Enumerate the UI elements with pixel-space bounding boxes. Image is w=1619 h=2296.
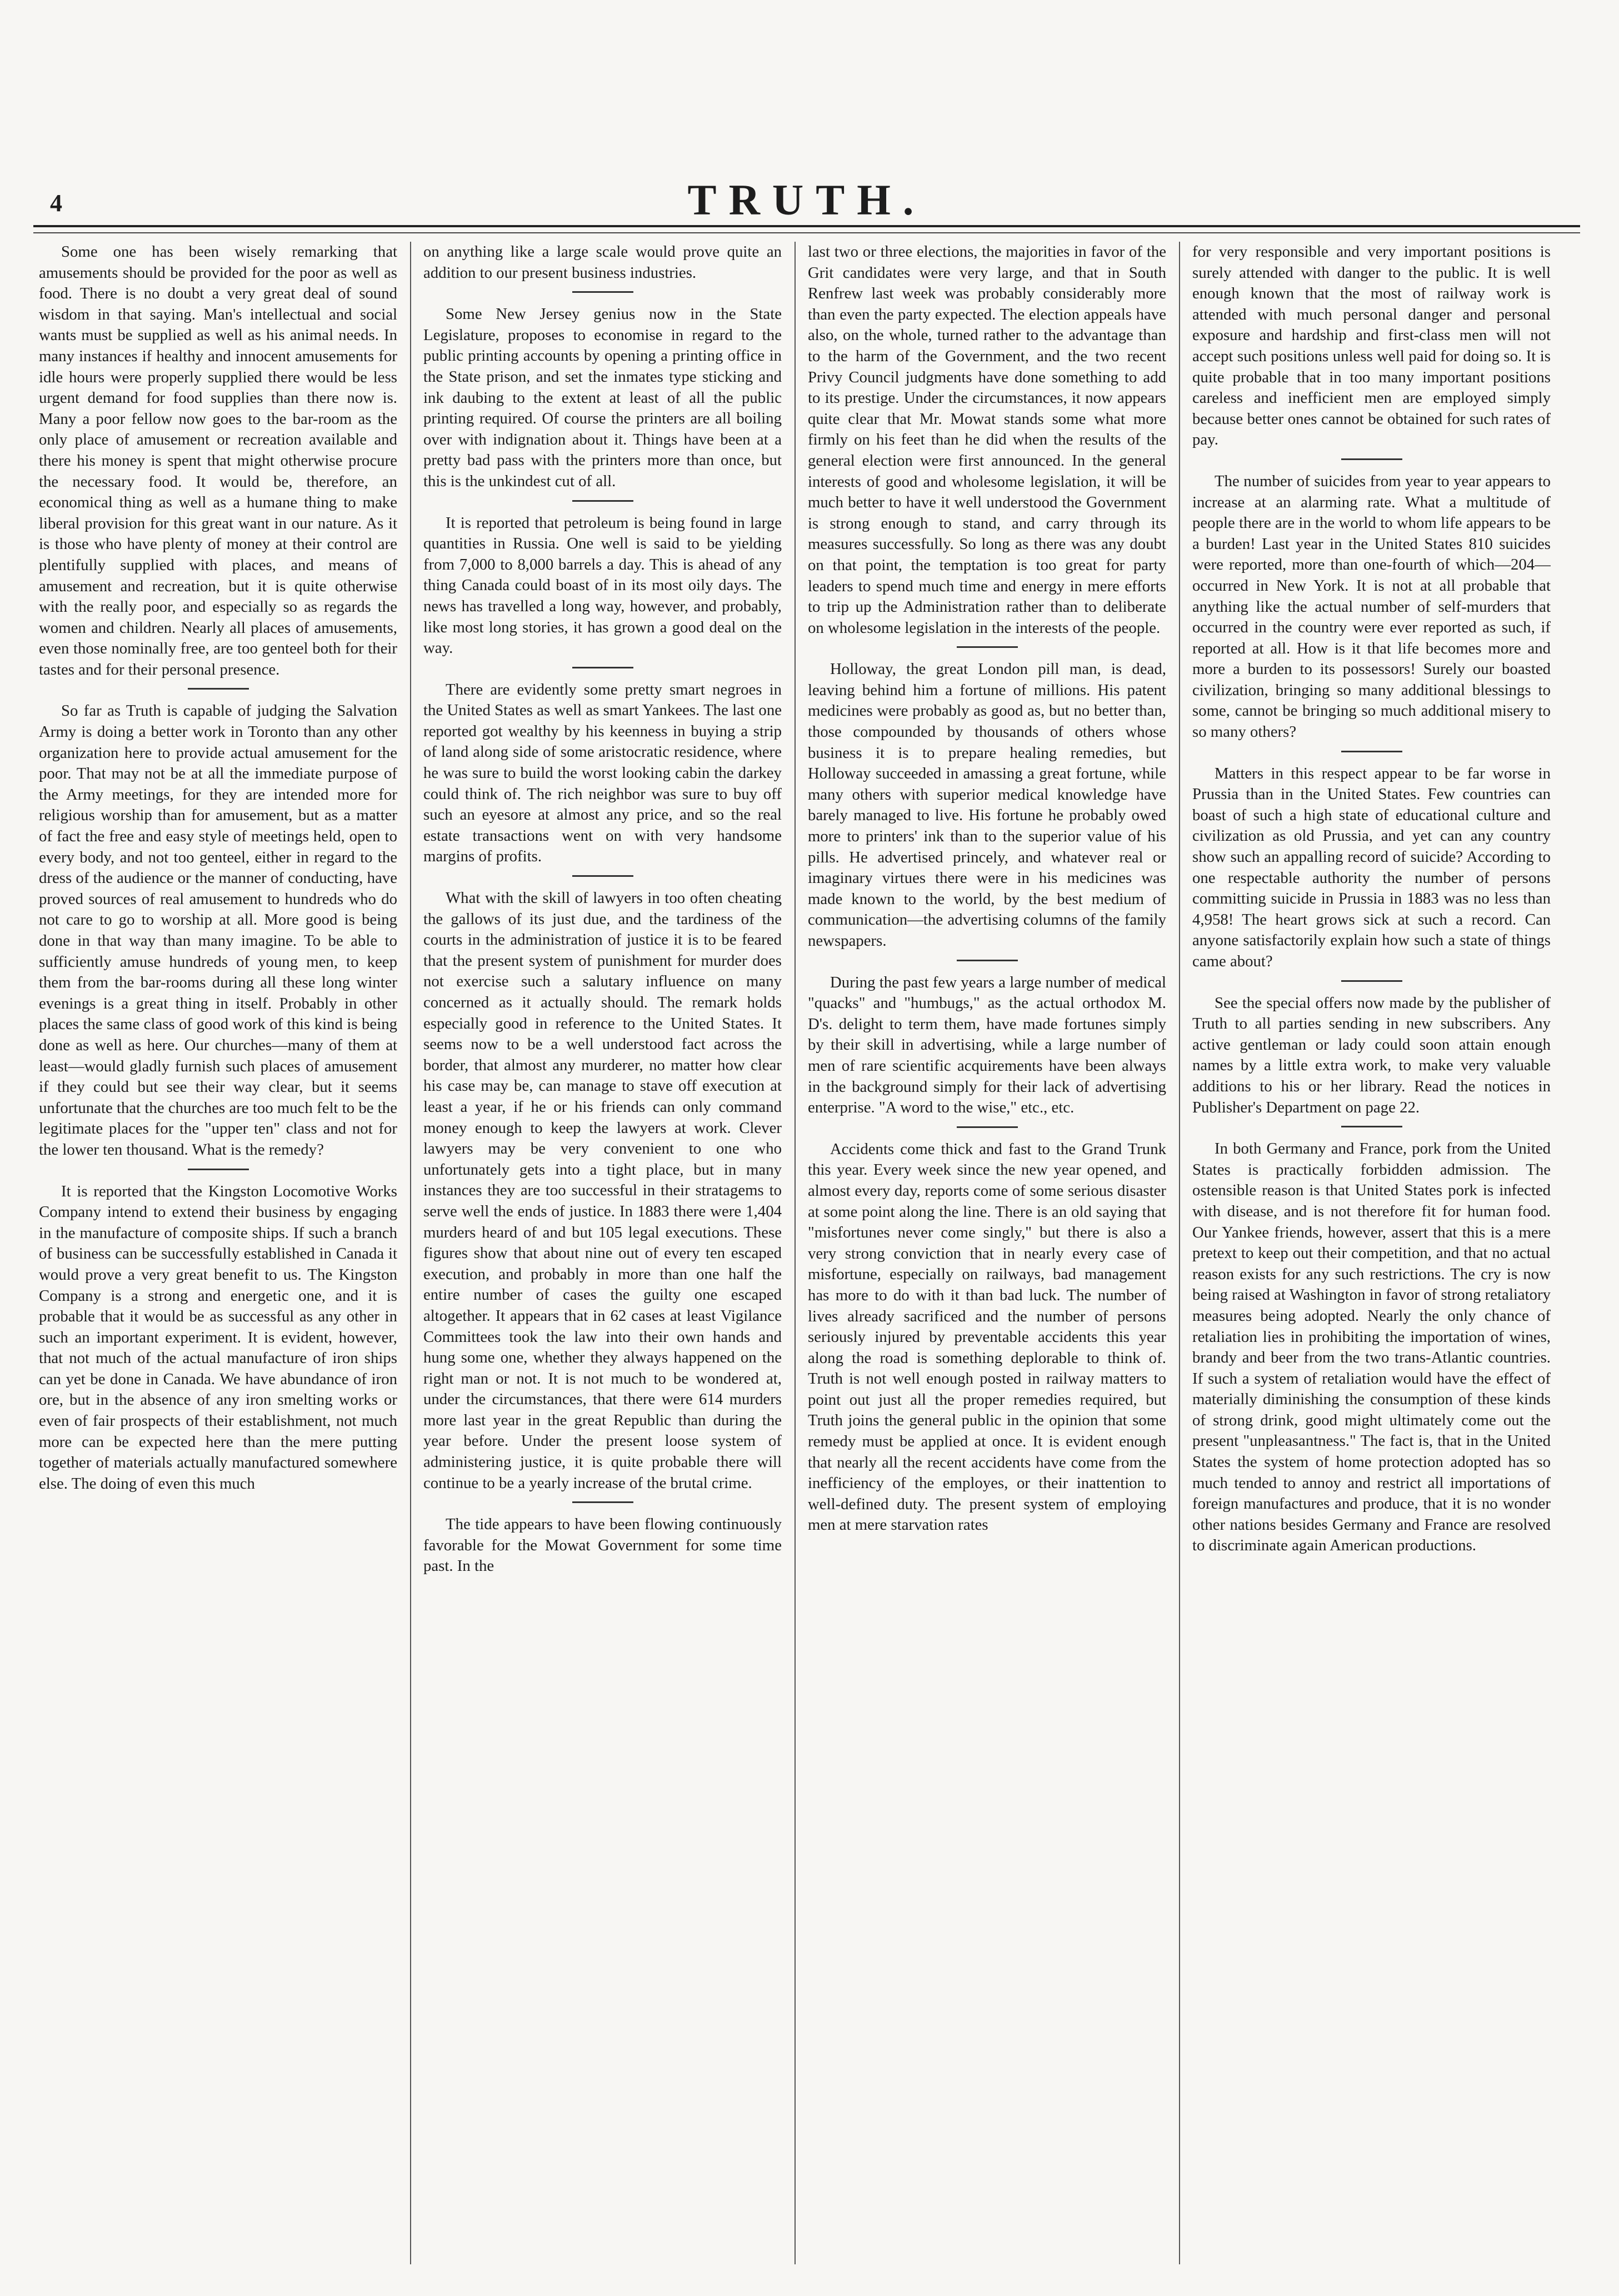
column-4 xyxy=(1192,242,1551,2264)
article-separator xyxy=(572,1501,633,1503)
header-rule xyxy=(33,225,1580,227)
column-3 xyxy=(808,242,1166,2264)
article-separator xyxy=(1341,980,1402,982)
article-separator xyxy=(188,1169,249,1170)
masthead-title: TRUTH. xyxy=(687,176,926,224)
article-separator xyxy=(1341,458,1402,460)
article-separator xyxy=(188,688,249,690)
article-paragraph: During the past few years a large number of medical "quacks" and "humbugs," as the actual orthodox M. D's. delight to term them, have made fortunes simply by their skill in advertising, while a large number of men of rare scientific acquirements have been always in the background simply for their lack of advertising enterprise. "A word to the wise," etc., etc. xyxy=(808,973,1166,1117)
header-rule-thin xyxy=(33,232,1580,233)
article-paragraph: Some one has been wisely remarking that amusements should be provided for the poor as well as food. There is no doubt a very great deal of sound wisdom in that saying. Man's intellectual and social wants must be supplied as well as his animal needs. In many instances if healthy and innocent amusements for idle hours were properly supplied there would be less urgent demand for food supplies than there now is. Many a poor fellow now goes to the bar-room as the only place of amusement or recreation available and there his money is spent that might otherwise procure the necessary food. It would be, therefore, an economical thing as well as a humane thing to make liberal provision for this great want in our nature. As it is those who have plenty of money at their control are plentifully supplied with places, and means of amusement and recreation, but it is quite otherwise with the really poor, and especially so as regards the women and children. Nearly all places of amusements, even those nominally free, are too genteel both for their tastes and for their personal presence. xyxy=(39,243,397,678)
page-number: 4 xyxy=(50,189,62,217)
article-separator xyxy=(572,667,633,668)
article-paragraph: Accidents come thick and fast to the Grand Trunk this year. Every week since the new year opened, and almost every day, reports come of some serious disaster at some point along the line. There is an old saying that "misfortunes never come singly," but there is also a very strong conviction that in nearly every case of misfortune, especially on railways, bad management has more to do with it than bad luck. The number of lives already sacrificed and the number of persons seriously injured by preventable accidents this year along the road is something deplorable to think of. Truth is not well enough posted in railway matters to point out just all the proper remedies required, but Truth joins the general public in the opinion that some remedy must be applied at once. It is evident enough that nearly all the recent accidents have come from the inefficiency of the employes, or their inattention to well-defined duty. The present system of employing men at mere starvation rates xyxy=(808,1140,1166,1534)
article-paragraph: There are evidently some pretty smart negroes in the United States as well as smart Yankees. The last one reported got wealthy by his keenness in buying a strip of land along side of some aristocratic residence, where he was sure to build the worst looking cabin the darkey could think of. The rich neighbor was sure to buy off such an eyesore at almost any price, and so the real estate transactions went on with very handsome margins of profits. xyxy=(423,680,782,866)
article-paragraph: last two or three elections, the majorities in favor of the Grit candidates were very large, and that in South Renfrew last week was probably considerably more than even the party expected. The election appeals have also, on the whole, turned rather to the advantage than to the harm of the Government, and the two recent Privy Council judgments have done something to add to its prestige. Under the circumstances, it now appears quite clear that Mr. Mowat stands some what more firmly on his feet than he did when the results of the general election were first announced. In the general interests of good and wholesome legislation, it will be much better to have it well understood the Government is strong enough to stand, and carry through its measures successfully. So long as there was any doubt on that point, the temptation is too great for party leaders to spend much time and energy in mere efforts to trip up the Administration rather than to deliberate on wholesome legislation in the interests of the people. xyxy=(808,243,1166,637)
article-paragraph: The tide appears to have been flowing continuously favorable for the Mowat Government for some time past. In the xyxy=(423,1515,782,1575)
article-paragraph: Holloway, the great London pill man, is dead, leaving behind him a fortune of millions. His patent medicines were probably as good as, but no better than, those compounded by thousands of others whose business it is to prepare healing remedies, but Holloway succeeded in amassing a great fortune, while many others with superior medical knowledge have barely managed to live. His fortune he probably owed more to printers' ink than to the superior value of his pills. He advertised princely, and whatever real or imaginary virtues there were in his medicines was made known to the world, by the best medium of communication—the advertising columns of the family newspapers. xyxy=(808,660,1166,950)
article-paragraph: for very responsible and very important positions is surely attended with danger to the public. It is well enough known that the most of railway work is attended with much personal danger and personal exposure and hardship and first-class men will not accept such positions unless well paid for doing so. It is quite probable that in too many important positions careless and inefficient men are employed simply because better ones cannot be obtained for such rates of pay. xyxy=(1192,243,1551,449)
article-paragraph: It is reported that petroleum is being found in large quantities in Russia. One well is said to be yielding from 7,000 to 8,000 barrels a day. This is ahead of any thing Canada could boast of in its most oily days. The news has travelled a long way, however, and probably, like most long stories, it has grown a good deal on the way. xyxy=(423,513,782,657)
column-divider xyxy=(1179,242,1180,2264)
article-separator xyxy=(957,960,1018,961)
article-separator xyxy=(1341,751,1402,752)
article-separator xyxy=(572,875,633,877)
article-paragraph: In both Germany and France, pork from the United States is practically forbidden admission. The ostensible reason is that United States pork is infected with disease, and is not therefore fit for human food. Our Yankee friends, however, assert that this is a mere pretext to keep out their competition, and that no actual reason exists for any such restrictions. The cry is now being raised at Washington in favor of strong retaliatory measures being adopted. Nearly the only chance of retaliation lies in prohibiting the importation of wines, brandy and beer from the two trans-Atlantic countries. If such a system of retaliation would have the effect of materially diminishing the consumption of these kinds of strong drink, good might ultimately come out the present "unpleasantness." The fact is, that in the United States the system of home protection adopted has so much tended to annoy and restrict all importations of foreign manufactures and produce, that it is no wonder other nations besides Germany and France are resolved to discriminate again American productions. xyxy=(1192,1140,1551,1555)
column-1 xyxy=(39,242,397,2264)
article-columns xyxy=(39,242,1583,2264)
page-header xyxy=(33,178,1580,222)
article-separator xyxy=(957,646,1018,648)
article-paragraph: It is reported that the Kingston Locomotive Works Company intend to extend their business by engaging in the manufacture of composite ships. If such a branch of business can be successfully established in Canada it would prove a very great benefit to us. The Kingston Company is a strong and energetic one, and it is probable that it would be as successful as any other in such an important experiment. It is evident, however, that not much of the actual manufacture of iron ships can yet be done in Canada. We have abundance of iron ore, but in the absence of any iron smelting works or even of fair prospects of their establishment, not much more can be expected here than the mere putting together of materials actually manufactured somewhere else. The doing of even this much xyxy=(39,1182,397,1493)
article-separator xyxy=(572,291,633,293)
article-paragraph: See the special offers now made by the publisher of Truth to all parties sending in new subscribers. Any active gentleman or lady could soon attain enough names by a little extra work, to make very valuable additions to his or her library. Read the notices in Publisher's Department on page 22. xyxy=(1192,994,1551,1116)
column-divider xyxy=(410,242,411,2264)
article-separator xyxy=(957,1126,1018,1128)
article-paragraph: The number of suicides from year to year appears to increase at an alarming rate. What a multitude of people there are in the world to whom life appears to be a burden! Last year in the United States 810 suicides were reported, more than one-fourth of which—204—occurred in New York. It is not at all probable that anything like the actual number of self-murders that occurred in the country were ever reported as such, if reported at all. How is it that life becomes more and more a burden to its possessors! Surely our boasted civilization, bringing so many additional blessings to some, cannot be bringing so much additional misery to so many others? xyxy=(1192,472,1551,741)
article-paragraph: What with the skill of lawyers in too often cheating the gallows of its just due, and the tardiness of the courts in the administration of justice it is to be feared that the present system of punishment for murder does not exercise such a salutary influence on many concerned as it actually should. The remark holds especially good in reference to the United States. It seems now to be a well understood fact across the border, that almost any murderer, no matter how clear his case may be, can manage to stave off execution at least a year, if he or his friends can only command money enough to keep the lawyers at work. Clever lawyers may be very convenient to one who unfortunately gets into a tight place, but in many instances they are too successful in their stratagems to serve well the ends of justice. In 1883 there were 1,404 murders heard of and but 105 legal executions. These figures show that about nine out of every ten escaped execution, and probably in more than one half the entire number of cases the guilty one escaped altogether. It appears that in 62 cases at least Vigilance Committees took the law into their own hands and hung some one, whether they always happened on the right man or not. It is not much to be wondered at, under the circumstances, that there were 614 murders more last year in the great Republic than during the year before. Under the present loose system of administering justice, it is quite probable there will continue to be a yearly increase of the brutal crime. xyxy=(423,889,782,1492)
article-paragraph: on anything like a large scale would prove quite an addition to our present business industries. xyxy=(423,243,782,282)
column-divider xyxy=(794,242,796,2264)
article-paragraph: So far as Truth is capable of judging the Salvation Army is doing a better work in Toronto than any other organization here to provide actual amusement for the poor. That may not be at all the immediate purpose of the Army meetings, for they are intended more for religious worship than for amusement, but as a matter of fact the free and easy style of meetings held, open to every body, and not too genteel, either in regard to the dress of the audience or the manner of conducting, have proved sources of real amusement to hundreds who do not care to go to worship at all. More good is being done in that way than many imagine. To be able to sufficiently amuse hundreds of young men, to keep them from the bar-rooms during all these long winter evenings is a great thing in itself. Probably in other places the same class of good work of this kind is being done as well as here. Our churches—many of them at least—would gladly furnish such places of amusement if they could but see their way clear, but it seems unfortunate that the churches are too much felt to be the legitimate places for the "upper ten" class and not for the lower ten thousand. What is the remedy? xyxy=(39,702,397,1159)
article-paragraph: Some New Jersey genius now in the State Legislature, proposes to economise in regard to the public printing accounts by opening a printing office in the State prison, and set the inmates type sticking and ink daubing to the extent at least of all the public printing required. Of course the printers are all boiling over with indignation about it. Things have been at a pretty bad pass with the printers more than once, but this is the unkindest cut of all. xyxy=(423,305,782,490)
article-separator xyxy=(572,500,633,502)
column-2 xyxy=(423,242,782,2264)
article-separator xyxy=(1341,1126,1402,1127)
article-paragraph: Matters in this respect appear to be far worse in Prussia than in the United States. Few countries can boast of such a high state of educational culture and civilization as old Prussia, and yet can any country show such an appalling record of suicide? According to one respectable authority the number of persons committing suicide in Prussia in 1883 was no less than 4,958! The heart grows sick at such a record. Can anyone satisfactorily explain how such a state of things came about? xyxy=(1192,764,1551,970)
